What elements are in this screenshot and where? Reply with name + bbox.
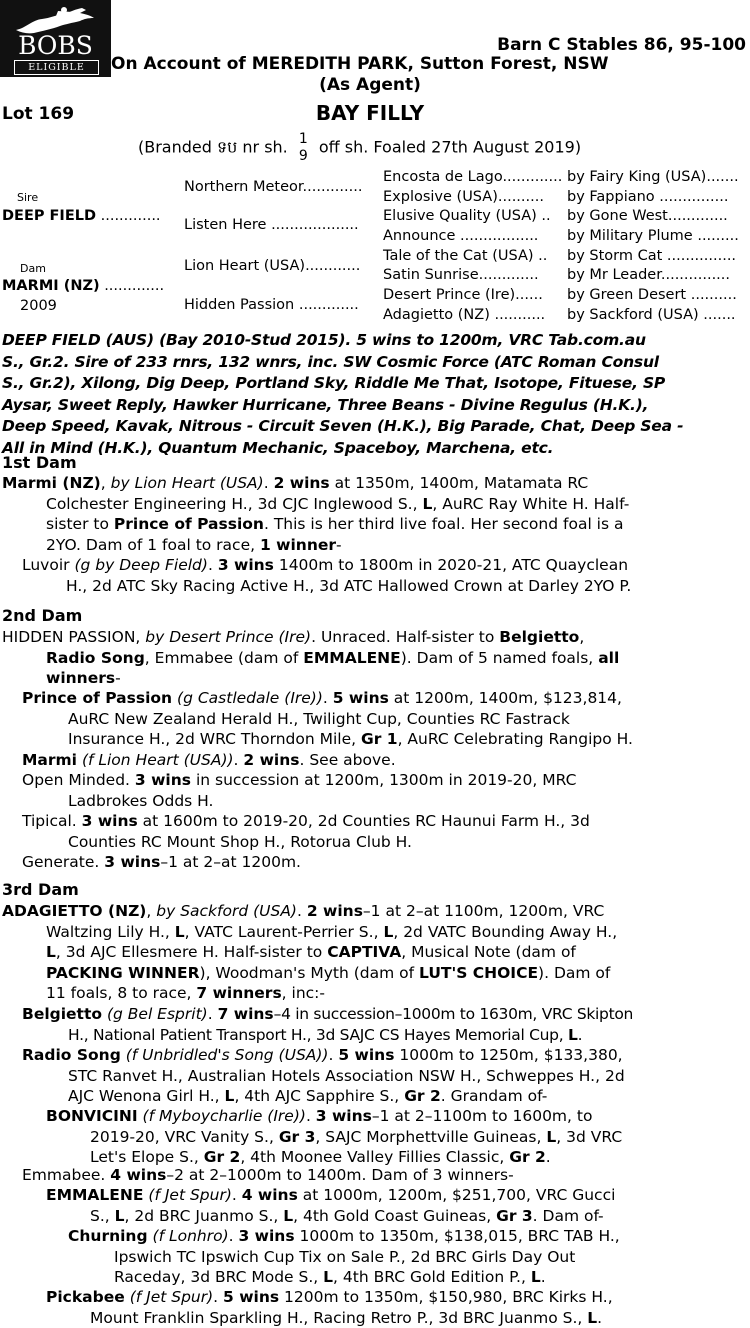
gen2-2: Lion Heart (USA)............ <box>184 258 361 274</box>
gen3-3: Announce ................. <box>383 228 539 244</box>
dam-name: MARMI (NZ) ............. <box>2 278 165 294</box>
gen3-1: Explosive (USA).......... <box>383 189 544 205</box>
bobs-eligible-logo <box>0 0 111 77</box>
gen4-6: by Green Desert .......... <box>567 287 737 303</box>
lot-number: Lot 169 <box>2 104 75 124</box>
horse-title: BAY FILLY <box>315 101 425 125</box>
emmalene-entry: EMMALENE (f Jet Spur). 4 wins at 1000m, 1200m, $251,700, VRC Gucci S., L, 2d BRC Juanmo S., L, 4th Gold Coast Guineas, Gr 3. Dam of- <box>46 1186 616 1225</box>
account-info: On Account of MEREDITH PARK, Sutton Forest, NSW <box>111 54 609 74</box>
first-dam-heading: 1st Dam <box>2 453 77 472</box>
gen4-2: by Gone West............. <box>567 208 728 224</box>
sire-line: S., Gr.2. Sire of 233 rnrs, 132 wnrs, inc. SW Cosmic Force (ATC Roman Consul <box>2 352 659 371</box>
first-dam-entry: Marmi (NZ), by Lion Heart (USA). 2 wins at 1350m, 1400m, Matamata RC Colchester Engineering H., 3d CJC Inglewood S., L, AuRC Ray White H. Half- sister to Prince of Passion. This is her third live foal. Her second foal is a 2YO. Dam of 1 foal to race, 1 winner- <box>2 474 630 554</box>
sire-name: DEEP FIELD ............. <box>2 208 161 224</box>
prince-of-passion-entry: Prince of Passion (g Castledale (Ire)). 5 wins at 1200m, 1400m, $123,814, AuRC New Zealand Herald H., Twilight Cup, Counties RC Fastrack Insurance H., 2d WRC Thorndon Mile, Gr 1, AuRC Celebrating Rangipo H. <box>22 689 633 748</box>
radio-song-entry: Radio Song (f Unbridled's Song (USA)). 5 wins 1000m to 1250m, $133,380, STC Ranvet H., Australian Hotels Association NSW H., Schweppes H., 2d AJC Wenona Girl H., L, 4th AJC Sapphire S., Gr 2. Grandam of- <box>22 1046 625 1105</box>
sire-line: Deep Speed, Kavak, Nitrous - Circuit Seven (H.K.), Big Parade, Chat, Deep Sea - <box>2 417 684 435</box>
third-dam-heading: 3rd Dam <box>2 880 79 899</box>
dam-label: Dam <box>20 262 46 275</box>
sire-line: All in Mind (H.K.), Quantum Mechanic, Spaceboy, Marchena, etc. <box>2 438 554 457</box>
luvoir-entry: Luvoir (g by Deep Field). 3 wins 1400m to 1800m in 2020-21, ATC Quayclean H., 2d ATC Sky Racing Active H., 3d ATC Hallowed Crown at Darley 2YO P. <box>22 556 632 595</box>
frac-num: 1 <box>298 131 308 147</box>
barn-info: Barn C Stables 86, 95-100 <box>497 35 746 55</box>
gen3-0: Encosta de Lago............. <box>383 169 563 185</box>
emmabee-entry: Emmabee. 4 wins–2 at 2–1000m to 1400m. Dam of 3 winners- <box>22 1166 514 1184</box>
bonvicini-entry: BONVICINI (f Myboycharlie (Ire)). 3 wins–1 at 2–1100m to 1600m, to 2019-20, VRC Vanity S., Gr 3, SAJC Morphettville Guineas, L, 3d VRC Let's Elope S., Gr 2, 4th Moonee Valley Fillies Classic, Gr 2. <box>46 1107 623 1166</box>
gen3-5: Satin Sunrise............. <box>383 267 539 283</box>
brand-line <box>138 131 581 165</box>
gen2-0: Northern Meteor............. <box>184 179 363 195</box>
marmi-entry: Marmi (f Lion Heart (USA)). 2 wins. See above. <box>22 751 396 769</box>
gen4-5: by Mr Leader............... <box>567 267 731 283</box>
brand-pre: (Branded ទប nr sh. <box>138 137 288 157</box>
open-minded-entry: Open Minded. 3 wins in succession at 1200m, 1300m in 2019-20, MRC Ladbrokes Odds H. <box>22 771 577 810</box>
gen2-1: Listen Here ................... <box>184 217 359 233</box>
gen3-4: Tale of the Cat (USA) .. <box>383 248 548 264</box>
churning-entry: Churning (f Lonhro). 3 wins 1000m to 1350m, $138,015, BRC TAB H., Ipswich TC Ipswich Cup Tix on Sale P., 2d BRC Girls Day Out Raceday, 3d BRC Mode S., L, 4th BRC Gold Edition P., L. <box>68 1227 620 1286</box>
belgietto-entry: Belgietto (g Bel Esprit). 7 wins–4 in succession–1000m to 1630m, VRC Skipton H., National Patient Transport H., 3d SAJC CS Hayes Memorial Cup, L. <box>22 1005 634 1044</box>
brand-post: off sh. Foaled 27th August 2019) <box>318 137 582 157</box>
gen3-7: Adagietto (NZ) ........... <box>383 307 546 323</box>
second-dam-heading: 2nd Dam <box>2 606 83 625</box>
gen3-6: Desert Prince (Ire)...... <box>383 287 543 303</box>
agent-info: (As Agent) <box>319 75 421 95</box>
gen4-4: by Storm Cat ............... <box>567 248 737 264</box>
tipical-entry: Tipical. 3 wins at 1600m to 2019-20, 2d Counties RC Haunui Farm H., 3d Counties RC Mount Shop H., Rotorua Club H. <box>22 812 590 851</box>
sire-summary <box>2 330 740 459</box>
second-dam-entry: HIDDEN PASSION, by Desert Prince (Ire). Unraced. Half-sister to Belgietto, Radio Song, Emmabee (dam of EMMALENE). Dam of 5 named foals, all winners- <box>2 628 620 687</box>
pickabee-entry: Pickabee (f Jet Spur). 5 wins 1200m to 1350m, $150,980, BRC Kirks H., Mount Franklin Sparkling H., Racing Retro P., 3d BRC Juanmo S., L. <box>46 1288 613 1327</box>
gen4-0: by Fairy King (USA)....... <box>567 169 739 185</box>
frac-den: 9 <box>298 148 308 164</box>
generate-entry: Generate. 3 wins–1 at 2–at 1200m. <box>22 853 301 871</box>
gen4-1: by Fappiano ............... <box>567 189 729 205</box>
dam-year: 2009 <box>20 298 57 314</box>
gen3-2: Elusive Quality (USA) .. <box>383 208 551 224</box>
gen2-3: Hidden Passion ............. <box>184 297 359 313</box>
sire-line: DEEP FIELD (AUS) (Bay 2010-Stud 2015). 5 wins to 1200m, VRC Tab.com.au <box>2 331 646 349</box>
gen4-7: by Sackford (USA) ....... <box>567 307 736 323</box>
sire-line: S., Gr.2), Xilong, Dig Deep, Portland Sky, Riddle Me That, Isotope, Fituese, SP <box>2 374 666 392</box>
brand-fraction <box>299 131 308 165</box>
logo-brand: BOBS <box>18 31 93 60</box>
sire-label: Sire <box>17 191 39 204</box>
gen4-3: by Military Plume ......... <box>567 228 739 244</box>
logo-sub: ELIGIBLE <box>14 60 99 75</box>
third-dam-entry: ADAGIETTO (NZ), by Sackford (USA). 2 wins–1 at 2–at 1100m, 1200m, VRC Waltzing Lily H., L, VATC Laurent-Perrier S., L, 2d VATC Bounding Away H., L, 3d AJC Ellesmere H. Half-sister to CAPTIVA, Musical Note (dam of PACKING WINNER), Woodman's Myth (dam of LUT'S CHOICE). Dam of 11 foals, 8 to race, 7 winners, inc:- <box>2 902 618 1002</box>
sire-line: Aysar, Sweet Reply, Hawker Hurricane, Three Beans - Divine Regulus (H.K.), <box>2 395 649 414</box>
